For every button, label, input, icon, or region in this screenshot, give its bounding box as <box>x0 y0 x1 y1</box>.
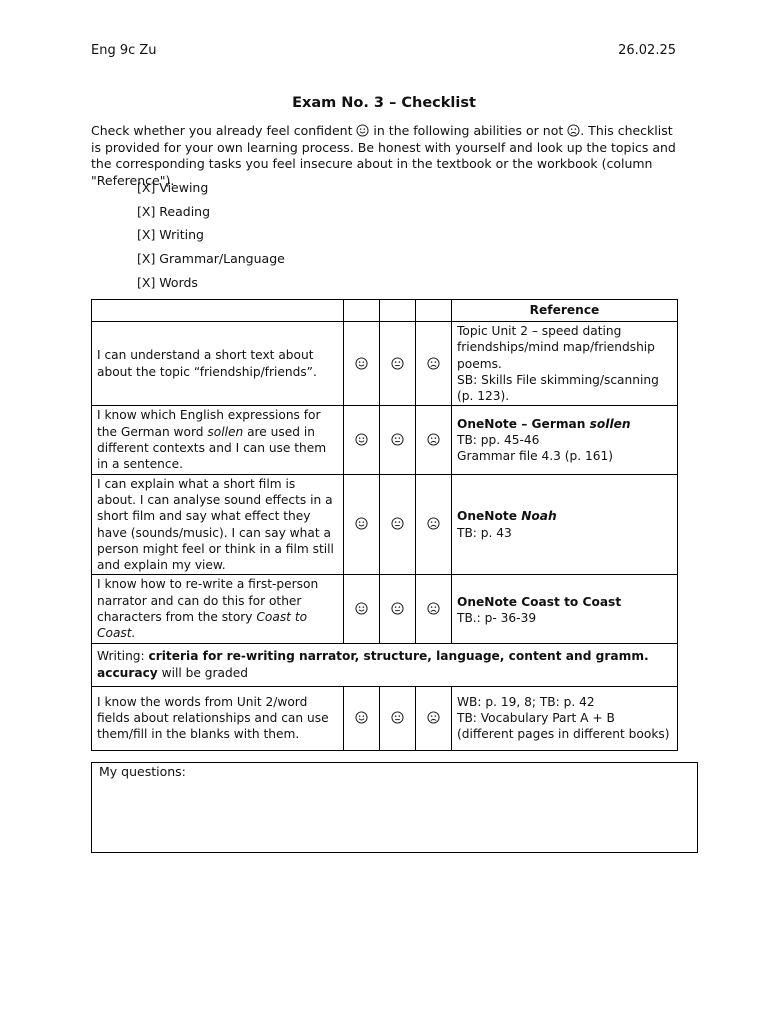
happy-face-icon[interactable] <box>344 686 380 750</box>
questions-box[interactable] <box>91 762 698 853</box>
sad-face-icon <box>567 124 580 137</box>
checklist-table <box>91 299 678 751</box>
reference-line: TB: pp. 45-46 <box>457 432 540 447</box>
happy-header <box>344 300 380 322</box>
class-code: Eng 9c Zu <box>91 43 157 58</box>
sad-face-icon[interactable] <box>416 686 452 750</box>
intro-part-3: . This checklist is provided for your own learning process. Be honest with yourself and look up the topics and the corresponding tasks you feel insecure about in the textbook or the workbook (column "Reference"). <box>91 123 676 188</box>
writing-criteria-row <box>92 643 678 686</box>
neutral-face-icon[interactable] <box>380 575 416 643</box>
table-row <box>92 406 678 474</box>
reference-line: SB: Skills File skimming/scanning (p. 123). <box>457 372 659 404</box>
questions-label: My questions: <box>99 764 186 779</box>
sad-face-icon[interactable] <box>416 474 452 575</box>
statement-cell: I know how to re-write a first-person narrator and can do this for other characters from the story Coast to Coast. <box>92 575 344 643</box>
reference-header: Reference <box>452 300 678 322</box>
happy-face-icon <box>356 124 369 137</box>
statement-cell: I can explain what a short film is about. I can analyse sound effects in a short film and say what effect they have (sounds/music). I can say what a person might feel or think in a film still and explain my view. <box>92 474 344 575</box>
reference-cell <box>452 474 678 575</box>
statement-cell: I know which English expressions for the German word sollen are used in different contexts and I can use them in a sentence. <box>92 406 344 474</box>
reference-line: Grammar file 4.3 (p. 161) <box>457 449 613 464</box>
neutral-header <box>380 300 416 322</box>
neutral-face-icon[interactable] <box>380 686 416 750</box>
ability-item[interactable]: [X] Writing <box>137 227 204 243</box>
statement-cell: I can understand a short text about about the topic “friendship/friends”. <box>92 322 344 406</box>
intro-part-2: in the following abilities or not <box>369 123 568 138</box>
neutral-face-icon[interactable] <box>380 474 416 575</box>
neutral-face-icon[interactable] <box>380 406 416 474</box>
neutral-face-icon[interactable] <box>380 322 416 406</box>
statement-header <box>92 300 344 322</box>
reference-title: OneNote Coast to Coast <box>457 594 622 609</box>
date: 26.02.25 <box>618 43 676 58</box>
intro-part-1: Check whether you already feel confident <box>91 123 357 138</box>
reference-line: TB: Vocabulary Part A + B (different pages in different books) <box>457 710 670 742</box>
ability-item[interactable]: [X] Viewing <box>137 180 209 195</box>
table-row <box>92 474 678 575</box>
happy-face-icon[interactable] <box>344 406 380 474</box>
table-row <box>92 575 678 643</box>
reference-cell <box>452 686 678 750</box>
reference-line: WB: p. 19, 8; TB: p. 42 <box>457 694 595 709</box>
happy-face-icon[interactable] <box>344 575 380 643</box>
reference-title: OneNote Noah <box>457 509 557 524</box>
writing-criteria-cell: Writing: criteria for re-writing narrator, structure, language, content and gramm. accuracy will be graded <box>92 643 678 686</box>
happy-face-icon[interactable] <box>344 322 380 406</box>
sad-face-icon[interactable] <box>416 322 452 406</box>
sad-face-icon[interactable] <box>416 406 452 474</box>
reference-line: Topic Unit 2 – speed dating friendships/mind map/friendship poems. <box>457 324 655 371</box>
ability-item[interactable]: [X] Grammar/Language <box>137 251 285 267</box>
reference-line: TB: p. 43 <box>457 525 512 540</box>
abilities-list <box>137 179 285 297</box>
sad-header <box>416 300 452 322</box>
statement-cell: I know the words from Unit 2/word fields about relationships and can use them/fill in the blanks with them. <box>92 686 344 750</box>
sad-face-icon[interactable] <box>416 575 452 643</box>
reference-cell <box>452 406 678 474</box>
reference-cell <box>452 575 678 643</box>
ability-item[interactable]: [X] Words <box>137 274 198 290</box>
reference-line: TB.: p- 36-39 <box>457 611 537 626</box>
ability-item[interactable]: [X] Reading <box>137 203 211 219</box>
table-header-row <box>92 300 678 322</box>
table-row <box>92 322 678 406</box>
reference-cell <box>452 322 678 406</box>
happy-face-icon[interactable] <box>344 474 380 575</box>
page-title: Exam No. 3 – Checklist <box>292 95 476 111</box>
table-row <box>92 686 678 750</box>
reference-title: OneNote – German sollen <box>457 416 631 431</box>
